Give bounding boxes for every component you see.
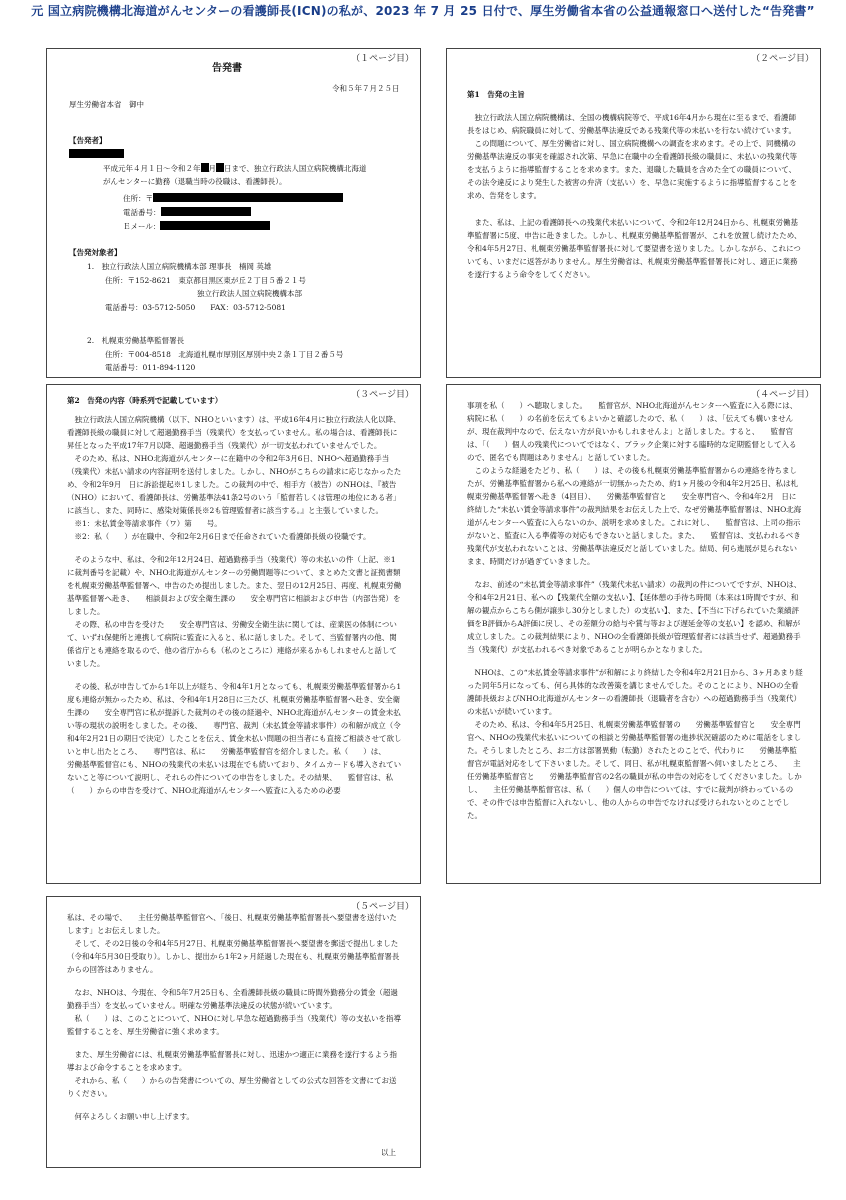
paragraph: そのため、私は、NHO北海道がんセンターに在籍中の令和2年3月6日、NHOへ超過勤務手当（残業代）未払い請求の内容証明を送付しました。しかし、NHOがこちらの請求に応じなかったため、令和2年9月 日に訴訟提起※1しました。この裁判の中で、相手方（被告）のNHOは、『被告（NHO）において、看護師長は、労働基準法41条2号のいう「監督若しくは管理の地位にある者」に該当し、また、同時に、感染対策係長※2も管理監督者に該当する。』と主張していました。 (67, 454, 402, 515)
accused-2-phone: 電話番号：011-894-1120 (105, 363, 196, 372)
page-label: （３ページ目） (351, 390, 414, 400)
redaction-block (160, 221, 270, 230)
accused-2-address: 住所：〒004-8518 北海道札幌市厚別区厚別中央２条１丁目２番５号 (105, 350, 344, 359)
accuser-phone: 電話番号： (123, 207, 251, 219)
paragraph: 私（ ）は、このことについて、NHOに対し早急な超過勤務手当（残業代）等の支払いを指導監督することを、厚生労働省に強く求めます。 (67, 1014, 401, 1036)
accuser-address: 住所：〒 (123, 193, 343, 205)
document-page-3 (46, 384, 421, 884)
paragraph: 独立行政法人国立病院機構（以下、NHOといいます）は、平成16年4月に独立行政法人化以降、看護師長級の職員に対して超過勤務手当（残業代）を支払っていません。私の場合は、看護師長に昇任となった平成17年7月以降、超過勤務手当（残業代）が一切支払われていませんでした。 (67, 415, 401, 450)
accuser-employment-cont: がんセンターに勤務（退職当時の役職は、看護師長）。 (103, 177, 287, 186)
addressee: 厚生労働省本省 御中 (69, 100, 144, 109)
accused-1-address: 住所：〒152-8621 東京都目黒区東が丘２丁目５番２１号 (105, 276, 306, 285)
redaction-block (69, 149, 124, 158)
section-body (67, 413, 403, 797)
page-label: （４ページ目） (751, 390, 814, 400)
redaction-block (161, 207, 251, 216)
page-label: （５ページ目） (351, 902, 414, 912)
paragraph: なお、前述の“未払賃金等請求事件”（残業代未払い請求）の裁判の件についてですが、NHOは、令和4年2月21日、私への【残業代全額の支払い】、【延体憩の手待ち時間（本来は1時間ですが、和解の観点からこちら側が譲歩し30分としました）の支払い】、また、【不当に下げられていた業績評価をB評価からA評価に戻し、その差額分の給与や賞与等および遅延金等の支払い】を認め、和解が成立しました。この裁判結果により、NHOの全看護師長級が管理監督者には該当せず、超過勤務手当（残業代）が支払われるべき対象であることが明らかとなりました。 (467, 580, 802, 654)
paragraph: その後、私が申告してから1年以上が経ち、令和4年1月となっても、札幌東労働基準監督署から1度も連絡が無かったため、私は、令和4年1月28日に三たび、札幌東労働基準監督署へ赴き、安全衛生課の 安全専門官に私が提訴した裁判のその後の経過や、NHO北海道がんセンターの賃金未払い等の現状の説明をしました。その後、 専門官、裁判（未払賃金等請求事件）の和解が成立（令和4年2月21日の期日で決定）したことを伝え、賃金未払い問題の担当者にも直接ご相談させて欲しいと申し出たところ、 専門官は、私に 労働基準監督官を紹介しました。私（ ）は、 労働基準監督官にも、NHOの残業代の未払いは現在でも続いており、タイムカードも導入されていないこと等について説明し、それらの件についての申告をしました。その結果、 監督官は、私（ ）からの申告を受けて、NHO北海道がんセンターへ監査に入るための必要 (67, 682, 402, 795)
redaction-block (201, 163, 209, 172)
document-page-4 (446, 384, 821, 884)
accused-1-name: 1. 独立行政法人国立病院機構本部 理事長 楠岡 英雄 (87, 262, 272, 271)
accuser-name (69, 149, 124, 161)
paragraph: また、厚生労働省には、札幌東労働基準監督署長に対し、迅速かつ適正に業務を遂行するよう指導および命令することを求めます。 (67, 1050, 397, 1072)
redaction-block (153, 193, 343, 202)
paragraph: 事項を私（ ）へ聴取しました。 監督官が、NHO北海道がんセンターへ監査に入る際には、病院に私（ ）の名前を伝えてもよいかと確認したので、私（ ）は、「伝えても構いませんが、現在裁判中なので、伝えない方が良いかもしれませんよ」と話しました。すると、 監督官は、「（ ）個人の残業代についてではなく、ブラック企業に対する臨時的な定期監督として入るので、匿名でも問題はありません」と話していました。 (467, 401, 798, 462)
closing-mark: 以上 (381, 1148, 396, 1157)
document-page-2 (446, 48, 821, 378)
paragraph: 何卒よろしくお願い申し上げます。 (74, 1112, 194, 1121)
page-header-caption: 元 国立病院機構北海道がんセンターの看護師長(ICN)の私が、2023 年 7 月 25 日付で、厚生労働省本省の公益通報窓口へ送付した“告発書” (31, 4, 815, 18)
page-label: （１ページ目） (351, 54, 414, 64)
accused-heading: 【告発対象者】 (69, 248, 122, 257)
paragraph: NHOは、この“未払賃金等請求事件”が和解により終結した令和4年2月21日から、3ヶ月あまり経った同年5月になっても、何ら具体的な改善策を講じませんでした。そのことにより、NHOの全看護師長級およびNHO北海道がんセンターの看護師長（退職者を含む）への超過勤務手当（残業代）の未払いが続いています。 (467, 668, 803, 716)
document-title: 告発書 (212, 63, 242, 74)
paragraph: 独立行政法人国立病院機構は、全国の機構病院等で、平成16年4月から現在に至るまで、看護師長をはじめ、病院職員に対して、労働基準法違反である残業代等の未払いを行ない続けています。 (467, 113, 797, 135)
accused-2-name: 2. 札幌東労働基準監督署長 (87, 336, 185, 345)
paragraph: また、私は、上記の看護師長への残業代未払いについて、令和2年12月24日から、札幌東労働基準監督署に5度、申告に赴きました。しかし、札幌東労働基準監督署が、これを放置し続けたため、令和4年5月27日、札幌東労働基準監督署長に対して要望書を送りました。しかしながら、これについても、いまだに返答がありません。厚生労働省は、札幌東労働基準監督署長に対し、適正に業務を遂行するよう命令をしてください。 (467, 218, 802, 279)
redaction-block (216, 163, 224, 172)
paragraph: この問題について、厚生労働省に対し、国立病院機構への調査を求めます。その上で、同機構の労働基準法違反の事実を確認され次第、早急に在職中の全看護師長級の職員に、未払いの残業代等を支払うように指導監督することを求めます。また、退職した職員を含めた全ての職員について、その法令違反により発生した被害の弁済（支払い）を、早急に実施するように指導監督することを求め、告発をします。 (467, 139, 797, 200)
accused-1-phone: 電話番号：03-5712-5050 FAX：03-5712-5081 (105, 303, 286, 312)
accused-1-org: 独立行政法人国立病院機構本部 (197, 289, 302, 298)
section-body (467, 111, 803, 281)
section-heading: 第2 告発の内容（時系列で記載しています） (67, 396, 223, 405)
document-page-5 (46, 896, 421, 1168)
paragraph: なお、NHOは、今現在、令和5年7月25日も、全看護師長級の職員に時間外勤務分の賃金（超過勤務手当）を支払っていません。明確な労働基準法違反の状態が続いています。 (67, 988, 398, 1010)
document-page-1 (46, 48, 421, 378)
paragraph: そして、その2日後の令和4年5月27日、札幌東労働基準監督署長へ要望書を郵送で提出しました（令和4年5月30日受取り）。しかし、提出から1年2ヶ月経過した現在も、札幌東労働基準監督署長からの回答はありません。 (67, 939, 400, 974)
page-label: （２ページ目） (751, 54, 814, 64)
paragraph: 私は、その場で、 主任労働基準監督官へ、「後日、札幌東労働基準監督署長へ要望書を送付いたします」とお伝えしました。 (67, 913, 397, 935)
footnote: ※2：私（ ）が在職中、令和2年2月6日まで任命されていた看護師長級の役職です。 (74, 532, 371, 541)
accuser-employment: 平成元年４月１日〜令和２年 月 日まで、独立行政法人国立病院機構北海道 (103, 164, 367, 173)
paragraph: それから、私（ ）からの告発書についての、厚生労働省としての公式な回答を文書にてお送りください。 (67, 1076, 397, 1098)
footnote: ※1：未払賃金等請求事件（ワ）第 号。 (74, 519, 222, 528)
paragraph: そのため、私は、令和4年5月25日、札幌東労働基準監督署の 労働基準監督官と 安全専門官へ、NHOの残業代未払いについての相談と労働基準監督署の進捗状況確認のために電話をしました。そうしましたところ、お二方は部署異動（転勤）されたとのことで、代わりに 労働基準監督官が電話対応をして下さいました。そして、同日、私が札幌東監督署へ伺いましたところ、 主任労働基準監督官と 労働基準監督官の2名の職員が私の申告の対応をしてくださいました。しかし、 主任労働基準監督官は、私（ ）個人の申告については、すでに裁判が終わっているので、その件では申告監督に入れないし、他の人からの申告でなければ受けられないとのことでした。 (467, 720, 802, 820)
accuser-email: Ｅメール： (123, 221, 270, 233)
paragraph: そのような中、私は、令和2年12月24日、超過勤務手当（残業代）等の未払いの件（上記、※1に裁判番号を記載）や、NHO北海道がんセンターの労働問題等について、まとめた文書と証拠書類を札幌東労働基準監督署へ、申告のため提出しました。また、翌日の12月25日、再度、札幌東労働基準監督署へ赴き、 相談員および安全衛生課の 安全専門官に相談および申告（内部告発）をしました。 (67, 555, 402, 616)
section-heading: 第1 告発の主旨 (467, 90, 525, 99)
accuser-heading: 【告発者】 (69, 136, 107, 145)
paragraph: その際、私の申告を受けた 安全専門官は、労働安全衛生法に関しては、産業医の体制について、いずれ保健所と連携して病院に監査に入ると、私に話しました。そして、当監督署内の他、関係省庁とも連絡を取るので、他の省庁からも（私のところに）連絡が来るかもしれませんと話していました。 (67, 620, 397, 668)
document-date: 令和５年７月２５日 (332, 84, 400, 93)
section-body (67, 911, 403, 1123)
paragraph: このような経過をたどり、私（ ）は、その後も札幌東労働基準監督署からの連絡を待ちましたが、労働基準監督署から私への連絡が一切無かったため、約1ヶ月後の令和4年2月25日、私は札幌東労働基準監督署へ赴き（4回目）、 労働基準監督官と 安全専門官へ、令和4年2月 日に終結した“未払い賃金等請求事件”の裁判結果をお伝えした上で、なぜ労働基準監督署は、NHO北海道がんセンターへ監査に入らないのか、説明を求めました。これに対し、 監督官は、上司の指示がないと、監査に入る準備等の対応もできないと話しました。また、 監督官は、支払われるべき残業代が支払われないことは、労働基準法違反だと話していました。結局、何ら進展が見られないまま、時間だけが過ぎていきました。 (467, 466, 802, 566)
section-body (467, 399, 803, 822)
